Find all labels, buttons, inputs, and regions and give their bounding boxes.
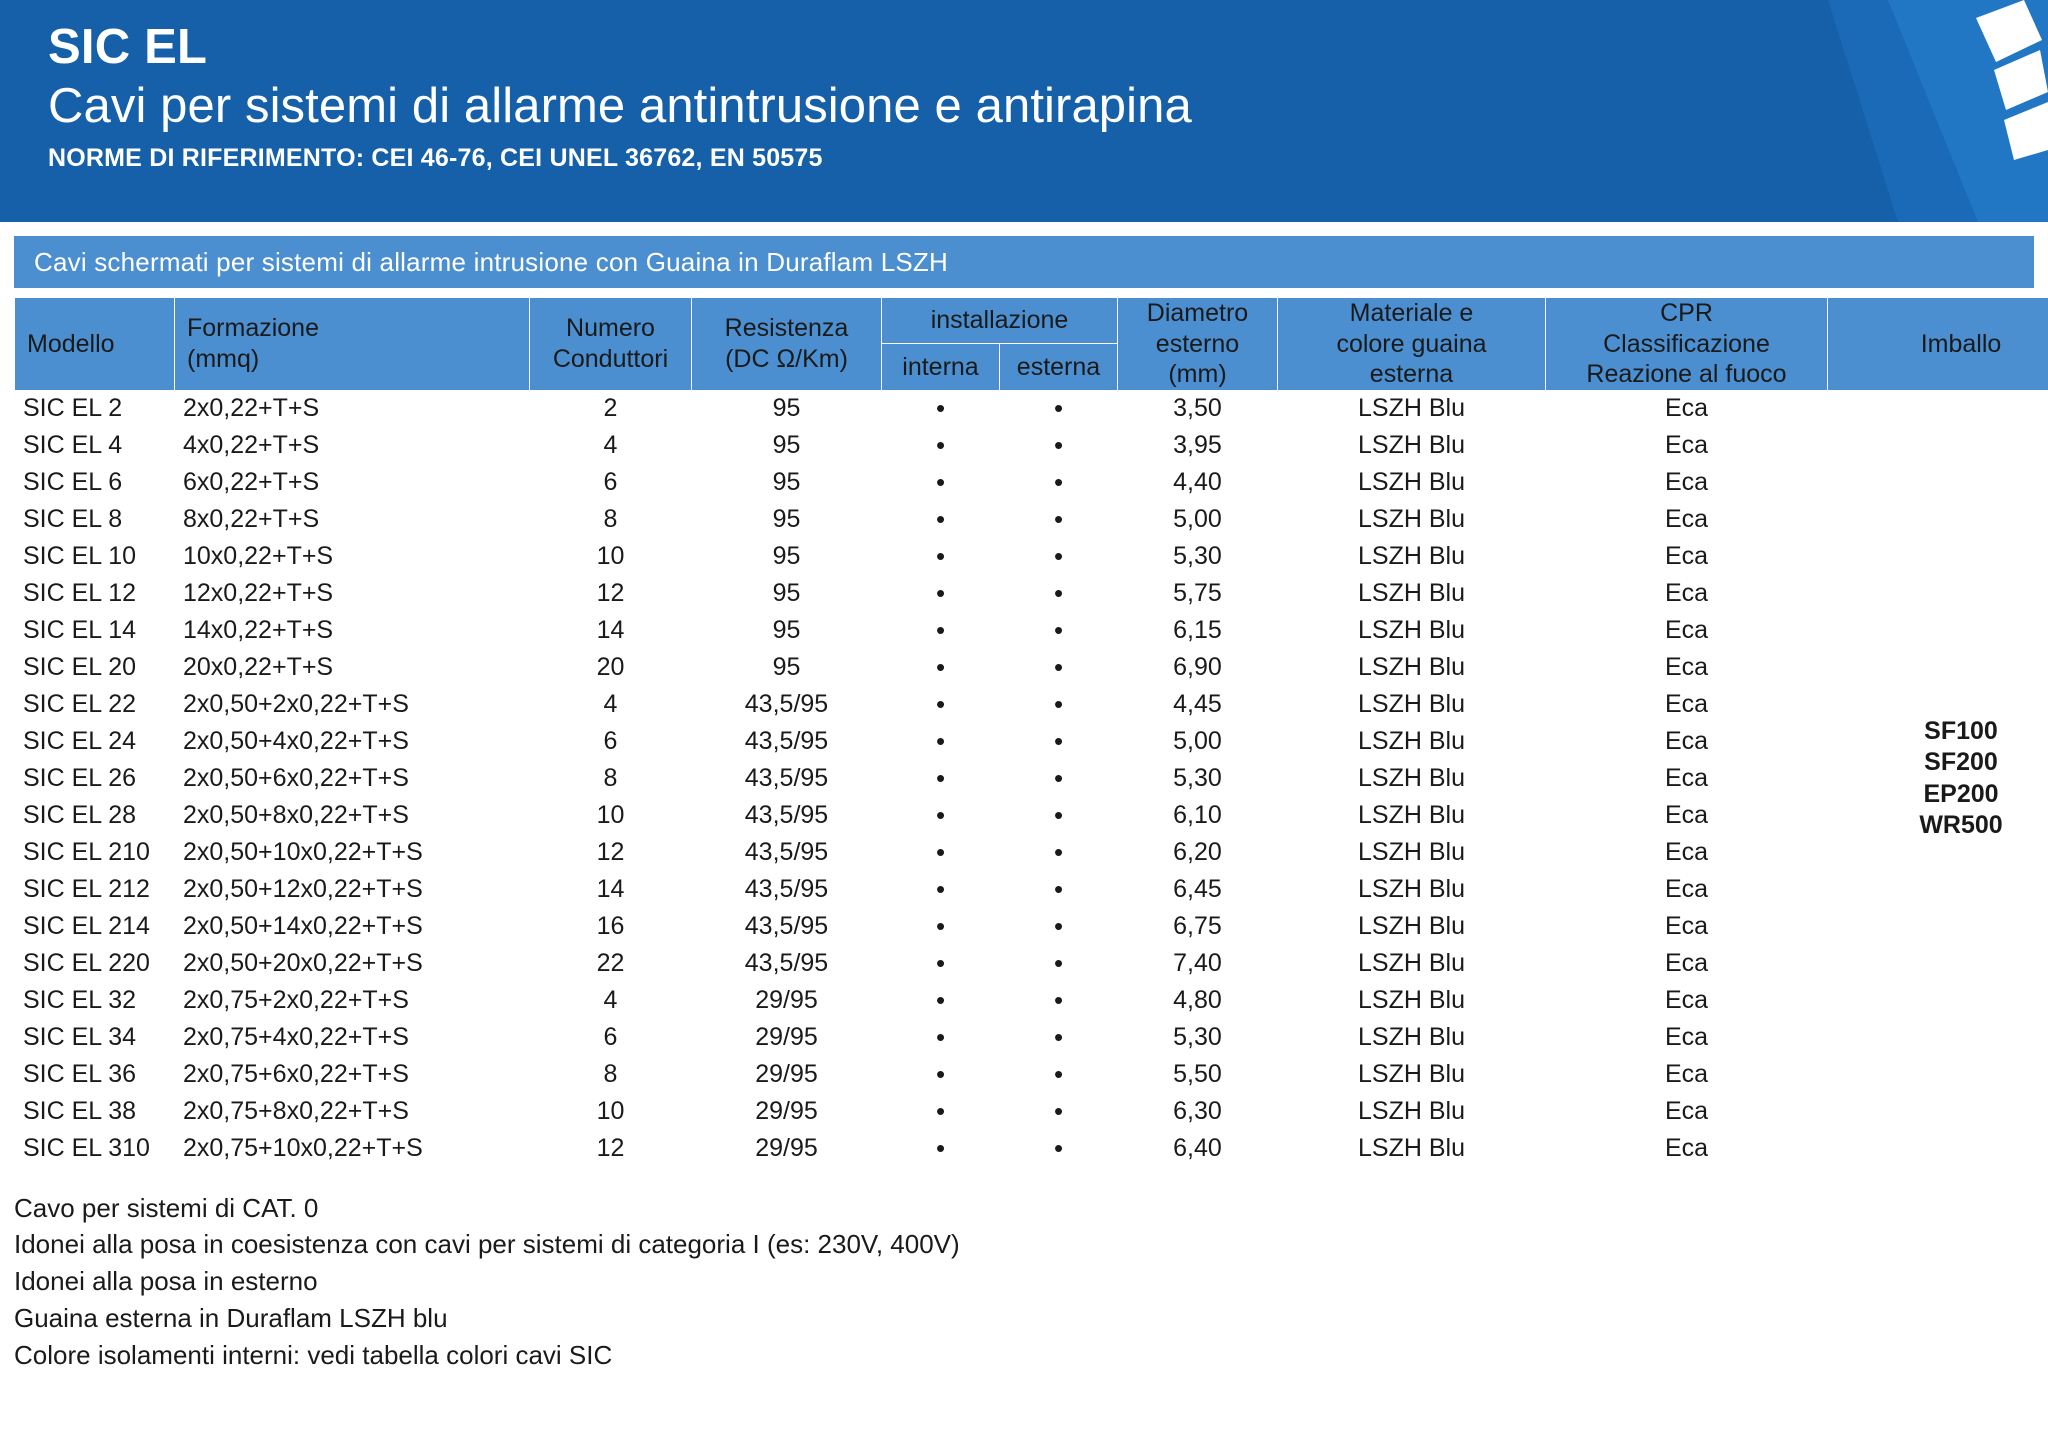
cell-materiale-guaina: LSZH Blu: [1278, 834, 1546, 871]
cell-cpr: Eca: [1546, 982, 1828, 1019]
cell-materiale-guaina: LSZH Blu: [1278, 538, 1546, 575]
table-row: [15, 982, 2048, 1019]
cell-materiale-guaina: LSZH Blu: [1278, 1056, 1546, 1093]
col-header-resistenza: [692, 298, 882, 391]
section-subtitle-text: Cavi schermati per sistemi di allarme intrusione con Guaina in Duraflam LSZH: [34, 246, 948, 277]
cell-modello: SIC EL 38: [15, 1093, 175, 1130]
cell-formazione: 14x0,22+T+S: [175, 612, 530, 649]
cell-diametro-esterno: 5,75: [1118, 575, 1278, 612]
cell-installazione-esterna: •: [1000, 908, 1118, 945]
table-row: [15, 1130, 2048, 1167]
cell-resistenza: 43,5/95: [692, 871, 882, 908]
cell-installazione-interna: •: [882, 575, 1000, 612]
cell-modello: SIC EL 220: [15, 945, 175, 982]
col-header-imballo: Imballo: [1828, 298, 2048, 391]
cell-modello: SIC EL 36: [15, 1056, 175, 1093]
cell-resistenza: 43,5/95: [692, 945, 882, 982]
cell-installazione-interna: •: [882, 1056, 1000, 1093]
cell-numero-conduttori: 16: [530, 908, 692, 945]
cell-modello: SIC EL 34: [15, 1019, 175, 1056]
cell-formazione: 12x0,22+T+S: [175, 575, 530, 612]
cell-installazione-esterna: •: [1000, 871, 1118, 908]
col-header-diametro-line3: (mm): [1168, 360, 1227, 388]
cell-resistenza: 43,5/95: [692, 686, 882, 723]
cell-materiale-guaina: LSZH Blu: [1278, 575, 1546, 612]
cell-formazione: 2x0,50+2x0,22+T+S: [175, 686, 530, 723]
note-line: Idonei alla posa in coesistenza con cavi per sistemi di categoria I (es: 230V, 400V): [14, 1229, 960, 1260]
cell-installazione-interna: •: [882, 834, 1000, 871]
cell-numero-conduttori: 12: [530, 834, 692, 871]
table-row: [15, 760, 2048, 797]
cell-materiale-guaina: LSZH Blu: [1278, 464, 1546, 501]
cell-formazione: 2x0,75+4x0,22+T+S: [175, 1019, 530, 1056]
cell-materiale-guaina: LSZH Blu: [1278, 982, 1546, 1019]
col-header-materiale-line2: colore guaina: [1336, 329, 1487, 358]
cell-numero-conduttori: 14: [530, 871, 692, 908]
col-header-formazione-line1: Formazione: [187, 314, 319, 343]
cell-materiale-guaina: LSZH Blu: [1278, 723, 1546, 760]
col-header-materiale-line3: esterna: [1369, 360, 1454, 388]
table-row: [15, 871, 2048, 908]
cell-modello: SIC EL 4: [15, 427, 175, 464]
cell-modello: SIC EL 10: [15, 538, 175, 575]
cell-numero-conduttori: 6: [530, 723, 692, 760]
cell-installazione-interna: •: [882, 908, 1000, 945]
cell-materiale-guaina: LSZH Blu: [1278, 760, 1546, 797]
cell-resistenza: 95: [692, 464, 882, 501]
cell-modello: SIC EL 32: [15, 982, 175, 1019]
table-row: [15, 686, 2048, 723]
cell-resistenza: 43,5/95: [692, 760, 882, 797]
cell-installazione-esterna: •: [1000, 612, 1118, 649]
cell-cpr: Eca: [1546, 575, 1828, 612]
cell-materiale-guaina: LSZH Blu: [1278, 1093, 1546, 1130]
cell-diametro-esterno: 5,50: [1118, 1056, 1278, 1093]
cell-modello: SIC EL 28: [15, 797, 175, 834]
reference-standards: NORME DI RIFERIMENTO: CEI 46-76, CEI UNEL 36762, EN 50575: [48, 144, 823, 173]
cell-formazione: 20x0,22+T+S: [175, 649, 530, 686]
cell-imballo: [1828, 390, 2048, 1167]
cell-installazione-esterna: •: [1000, 575, 1118, 612]
cell-resistenza: 95: [692, 427, 882, 464]
table-row: [15, 390, 2048, 427]
cell-numero-conduttori: 8: [530, 501, 692, 538]
note-line: Cavo per sistemi di CAT. 0: [14, 1192, 319, 1223]
table-row: [15, 464, 2048, 501]
cell-installazione-esterna: •: [1000, 834, 1118, 871]
cell-materiale-guaina: LSZH Blu: [1278, 427, 1546, 464]
cell-cpr: Eca: [1546, 1130, 1828, 1167]
cell-cpr: Eca: [1546, 723, 1828, 760]
table-row: [15, 1056, 2048, 1093]
cell-resistenza: 95: [692, 649, 882, 686]
cell-diametro-esterno: 5,30: [1118, 760, 1278, 797]
cell-numero-conduttori: 10: [530, 1093, 692, 1130]
cell-cpr: Eca: [1546, 649, 1828, 686]
cell-modello: SIC EL 22: [15, 686, 175, 723]
cell-materiale-guaina: LSZH Blu: [1278, 686, 1546, 723]
cell-formazione: 8x0,22+T+S: [175, 501, 530, 538]
page-header: [0, 0, 2048, 222]
col-header-materiale-guaina: [1278, 298, 1546, 391]
cell-materiale-guaina: LSZH Blu: [1278, 649, 1546, 686]
table-row: [15, 723, 2048, 760]
cell-installazione-interna: •: [882, 649, 1000, 686]
cell-cpr: Eca: [1546, 908, 1828, 945]
cell-modello: SIC EL 8: [15, 501, 175, 538]
cell-modello: SIC EL 212: [15, 871, 175, 908]
cell-formazione: 6x0,22+T+S: [175, 464, 530, 501]
cell-installazione-interna: •: [882, 612, 1000, 649]
col-header-cpr-line1: CPR: [1660, 299, 1713, 327]
cell-formazione: 2x0,75+2x0,22+T+S: [175, 982, 530, 1019]
table-header-row-1: [15, 298, 2048, 344]
cell-installazione-interna: •: [882, 686, 1000, 723]
page-title: Cavi per sistemi di allarme antintrusione e antirapina: [48, 78, 1192, 133]
cell-cpr: Eca: [1546, 1093, 1828, 1130]
cell-cpr: Eca: [1546, 760, 1828, 797]
cell-cpr: Eca: [1546, 538, 1828, 575]
cell-cpr: Eca: [1546, 390, 1828, 427]
col-header-resistenza-line1: Resistenza: [724, 314, 849, 343]
cell-numero-conduttori: 6: [530, 464, 692, 501]
cell-cpr: Eca: [1546, 797, 1828, 834]
cell-installazione-esterna: •: [1000, 1056, 1118, 1093]
cell-installazione-esterna: •: [1000, 760, 1118, 797]
col-header-numero-line1: Numero: [566, 314, 655, 343]
note-line: Idonei alla posa in esterno: [14, 1266, 318, 1297]
imballo-value: WR500: [1919, 810, 2003, 839]
cell-diametro-esterno: 3,95: [1118, 427, 1278, 464]
cell-resistenza: 95: [692, 575, 882, 612]
cell-installazione-esterna: •: [1000, 797, 1118, 834]
cell-modello: SIC EL 214: [15, 908, 175, 945]
cell-formazione: 2x0,22+T+S: [175, 390, 530, 427]
cell-cpr: Eca: [1546, 501, 1828, 538]
cell-installazione-interna: •: [882, 1019, 1000, 1056]
col-header-cpr: [1546, 298, 1828, 391]
cell-installazione-interna: •: [882, 1130, 1000, 1167]
cell-numero-conduttori: 10: [530, 797, 692, 834]
col-header-cpr-line2: Classificazione: [1603, 329, 1770, 358]
table-row: [15, 1093, 2048, 1130]
cell-numero-conduttori: 22: [530, 945, 692, 982]
cell-diametro-esterno: 6,20: [1118, 834, 1278, 871]
imballo-value: EP200: [1923, 779, 1999, 808]
cell-formazione: 10x0,22+T+S: [175, 538, 530, 575]
cell-numero-conduttori: 8: [530, 1056, 692, 1093]
cell-cpr: Eca: [1546, 427, 1828, 464]
cell-cpr: Eca: [1546, 871, 1828, 908]
cell-numero-conduttori: 4: [530, 427, 692, 464]
cell-modello: SIC EL 20: [15, 649, 175, 686]
cell-installazione-esterna: •: [1000, 1093, 1118, 1130]
cell-installazione-interna: •: [882, 723, 1000, 760]
cell-modello: SIC EL 26: [15, 760, 175, 797]
cell-installazione-esterna: •: [1000, 649, 1118, 686]
cell-installazione-esterna: •: [1000, 464, 1118, 501]
cell-numero-conduttori: 12: [530, 575, 692, 612]
cell-numero-conduttori: 14: [530, 612, 692, 649]
cell-formazione: 2x0,75+8x0,22+T+S: [175, 1093, 530, 1130]
note-line: Colore isolamenti interni: vedi tabella colori cavi SIC: [14, 1340, 613, 1371]
cell-installazione-esterna: •: [1000, 686, 1118, 723]
cell-diametro-esterno: 6,10: [1118, 797, 1278, 834]
cell-materiale-guaina: LSZH Blu: [1278, 1130, 1546, 1167]
section-subtitle-bar: [14, 236, 2034, 288]
brand-title: SIC EL: [48, 20, 208, 74]
cell-cpr: Eca: [1546, 464, 1828, 501]
table-row: [15, 797, 2048, 834]
cell-formazione: 2x0,50+10x0,22+T+S: [175, 834, 530, 871]
col-header-diametro-line2: esterno: [1155, 329, 1240, 358]
cell-diametro-esterno: 5,30: [1118, 538, 1278, 575]
cell-installazione-interna: •: [882, 982, 1000, 1019]
cell-installazione-esterna: •: [1000, 538, 1118, 575]
cell-modello: SIC EL 210: [15, 834, 175, 871]
cell-resistenza: 29/95: [692, 1056, 882, 1093]
cell-numero-conduttori: 8: [530, 760, 692, 797]
cell-installazione-interna: •: [882, 538, 1000, 575]
products-table-container: [14, 297, 2034, 1168]
cell-materiale-guaina: LSZH Blu: [1278, 1019, 1546, 1056]
cell-installazione-interna: •: [882, 797, 1000, 834]
col-header-materiale-line1: Materiale e: [1349, 299, 1474, 327]
cell-installazione-esterna: •: [1000, 427, 1118, 464]
cell-installazione-interna: •: [882, 945, 1000, 982]
cell-diametro-esterno: 4,45: [1118, 686, 1278, 723]
col-header-formazione-line2: (mmq): [187, 344, 260, 373]
cell-resistenza: 43,5/95: [692, 723, 882, 760]
col-header-formazione: [175, 298, 530, 391]
cell-installazione-esterna: •: [1000, 723, 1118, 760]
cell-cpr: Eca: [1546, 1056, 1828, 1093]
cell-formazione: 2x0,75+6x0,22+T+S: [175, 1056, 530, 1093]
cell-diametro-esterno: 6,30: [1118, 1093, 1278, 1130]
cell-installazione-esterna: •: [1000, 1019, 1118, 1056]
table-row: [15, 501, 2048, 538]
cell-cpr: Eca: [1546, 612, 1828, 649]
cell-resistenza: 29/95: [692, 1093, 882, 1130]
cell-installazione-esterna: •: [1000, 945, 1118, 982]
cell-installazione-interna: •: [882, 1093, 1000, 1130]
cell-diametro-esterno: 4,80: [1118, 982, 1278, 1019]
table-row: [15, 575, 2048, 612]
cell-modello: SIC EL 310: [15, 1130, 175, 1167]
cell-materiale-guaina: LSZH Blu: [1278, 945, 1546, 982]
cell-formazione: 2x0,50+6x0,22+T+S: [175, 760, 530, 797]
cell-resistenza: 95: [692, 612, 882, 649]
cell-cpr: Eca: [1546, 686, 1828, 723]
col-header-diametro-esterno: [1118, 298, 1278, 391]
note-line: Guaina esterna in Duraflam LSZH blu: [14, 1303, 448, 1334]
cell-diametro-esterno: 5,30: [1118, 1019, 1278, 1056]
cell-resistenza: 29/95: [692, 1130, 882, 1167]
cell-numero-conduttori: 12: [530, 1130, 692, 1167]
col-header-numero-line2: Conduttori: [552, 344, 669, 373]
cell-diametro-esterno: 7,40: [1118, 945, 1278, 982]
imballo-value: SF200: [1924, 748, 1998, 777]
cell-materiale-guaina: LSZH Blu: [1278, 501, 1546, 538]
cell-numero-conduttori: 4: [530, 982, 692, 1019]
cell-formazione: 2x0,50+12x0,22+T+S: [175, 871, 530, 908]
cell-numero-conduttori: 10: [530, 538, 692, 575]
cell-installazione-esterna: •: [1000, 501, 1118, 538]
cell-cpr: Eca: [1546, 1019, 1828, 1056]
table-row: [15, 1019, 2048, 1056]
cell-formazione: 2x0,75+10x0,22+T+S: [175, 1130, 530, 1167]
cell-resistenza: 29/95: [692, 982, 882, 1019]
cell-installazione-esterna: •: [1000, 982, 1118, 1019]
cell-resistenza: 29/95: [692, 1019, 882, 1056]
cell-materiale-guaina: LSZH Blu: [1278, 390, 1546, 427]
cell-diametro-esterno: 6,40: [1118, 1130, 1278, 1167]
cell-numero-conduttori: 6: [530, 1019, 692, 1056]
cell-diametro-esterno: 6,75: [1118, 908, 1278, 945]
cell-resistenza: 95: [692, 501, 882, 538]
table-row: [15, 908, 2048, 945]
cell-diametro-esterno: 6,90: [1118, 649, 1278, 686]
cell-formazione: 2x0,50+8x0,22+T+S: [175, 797, 530, 834]
cell-numero-conduttori: 4: [530, 686, 692, 723]
cell-installazione-interna: •: [882, 390, 1000, 427]
table-row: [15, 945, 2048, 982]
cell-resistenza: 43,5/95: [692, 834, 882, 871]
cell-installazione-interna: •: [882, 464, 1000, 501]
col-header-diametro-line1: Diametro: [1146, 299, 1249, 327]
cell-resistenza: 95: [692, 538, 882, 575]
cell-resistenza: 43,5/95: [692, 797, 882, 834]
cell-installazione-interna: •: [882, 501, 1000, 538]
cell-materiale-guaina: LSZH Blu: [1278, 612, 1546, 649]
cell-materiale-guaina: LSZH Blu: [1278, 797, 1546, 834]
cell-modello: SIC EL 2: [15, 390, 175, 427]
cell-diametro-esterno: 6,45: [1118, 871, 1278, 908]
cell-diametro-esterno: 4,40: [1118, 464, 1278, 501]
table-row: [15, 834, 2048, 871]
cell-formazione: 2x0,50+4x0,22+T+S: [175, 723, 530, 760]
cell-installazione-esterna: •: [1000, 1130, 1118, 1167]
col-header-resistenza-line2: (DC Ω/Km): [725, 344, 848, 373]
col-header-numero-conduttori: [530, 298, 692, 391]
cell-diametro-esterno: 6,15: [1118, 612, 1278, 649]
cell-formazione: 2x0,50+20x0,22+T+S: [175, 945, 530, 982]
notes-list: [10, 1190, 2048, 1375]
table-header: [15, 298, 2048, 391]
cell-formazione: 4x0,22+T+S: [175, 427, 530, 464]
cell-resistenza: 43,5/95: [692, 908, 882, 945]
cell-diametro-esterno: 5,00: [1118, 723, 1278, 760]
col-header-modello: Modello: [15, 298, 175, 391]
table-row: [15, 427, 2048, 464]
cell-resistenza: 95: [692, 390, 882, 427]
cell-installazione-interna: •: [882, 427, 1000, 464]
cell-formazione: 2x0,50+14x0,22+T+S: [175, 908, 530, 945]
cell-cpr: Eca: [1546, 834, 1828, 871]
cell-materiale-guaina: LSZH Blu: [1278, 908, 1546, 945]
cell-installazione-interna: •: [882, 760, 1000, 797]
cell-modello: SIC EL 6: [15, 464, 175, 501]
col-header-cpr-line3: Reazione al fuoco: [1586, 360, 1787, 388]
cell-numero-conduttori: 2: [530, 390, 692, 427]
cell-installazione-esterna: •: [1000, 390, 1118, 427]
cell-modello: SIC EL 12: [15, 575, 175, 612]
cell-materiale-guaina: LSZH Blu: [1278, 871, 1546, 908]
col-header-installazione: installazione: [882, 298, 1118, 344]
cell-diametro-esterno: 5,00: [1118, 501, 1278, 538]
table-row: [15, 649, 2048, 686]
col-header-installazione-esterna: esterna: [1000, 344, 1118, 390]
cell-installazione-interna: •: [882, 871, 1000, 908]
col-header-installazione-interna: interna: [882, 344, 1000, 390]
cell-modello: SIC EL 14: [15, 612, 175, 649]
cell-modello: SIC EL 24: [15, 723, 175, 760]
cell-diametro-esterno: 3,50: [1118, 390, 1278, 427]
table-body: [15, 390, 2048, 1167]
table-row: [15, 538, 2048, 575]
products-table: [14, 297, 2048, 1168]
table-row: [15, 612, 2048, 649]
cell-numero-conduttori: 20: [530, 649, 692, 686]
imballo-value: SF100: [1924, 717, 1998, 745]
cell-cpr: Eca: [1546, 945, 1828, 982]
